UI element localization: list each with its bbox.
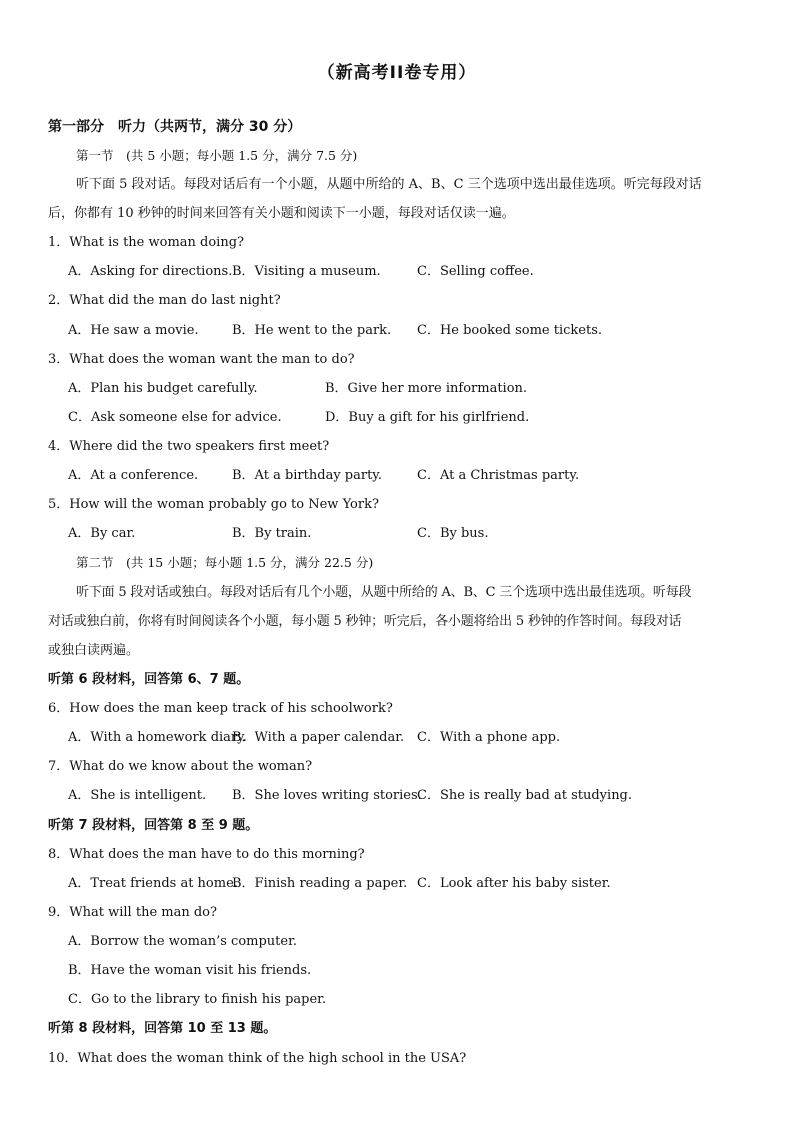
material-6-heading: 听第 6 段材料，回答第 6、7 题。 bbox=[48, 672, 250, 687]
question-8-option-c: C．Look after his baby sister. bbox=[417, 876, 611, 891]
question-6-option-a: A．With a homework diary. bbox=[68, 730, 247, 745]
question-3-option-c: C．Ask someone else for advice. bbox=[68, 410, 282, 425]
question-4-option-b: B．At a birthday party. bbox=[232, 468, 383, 483]
question-2-option-a: A．He saw a movie. bbox=[68, 323, 199, 338]
section-1-instruction-line-2: 后，你都有 10 秒钟的时间来回答有关小题和阅读下一小题，每段对话仅读一遍。 bbox=[48, 206, 515, 221]
question-6-option-c: C．With a phone app. bbox=[417, 730, 561, 745]
question-1-option-b: B．Visiting a museum. bbox=[232, 264, 381, 279]
question-1-stem: 1．What is the woman doing? bbox=[48, 235, 245, 250]
question-3-option-d: D．Buy a gift for his girlfriend. bbox=[325, 410, 530, 425]
question-8-stem: 8．What does the man have to do this morning? bbox=[48, 847, 365, 862]
question-9-stem: 9．What will the man do? bbox=[48, 905, 217, 920]
question-4-stem: 4．Where did the two speakers first meet? bbox=[48, 439, 330, 454]
question-2-stem: 2．What did the man do last night? bbox=[48, 293, 281, 308]
question-8-option-a: A．Treat friends at home. bbox=[68, 876, 238, 891]
question-3-option-a: A．Plan his budget carefully. bbox=[68, 381, 258, 396]
question-5-option-a: A．By car. bbox=[68, 526, 136, 541]
question-2-option-c: C．He booked some tickets. bbox=[417, 323, 603, 338]
question-2-option-b: B．He went to the park. bbox=[232, 323, 392, 338]
question-1-option-a: A．Asking for directions. bbox=[68, 264, 233, 279]
question-8-option-b: B．Finish reading a paper. bbox=[232, 876, 408, 891]
question-9-option-c: C．Go to the library to finish his paper. bbox=[68, 992, 327, 1007]
question-6-stem: 6．How does the man keep track of his schoolwork? bbox=[48, 701, 393, 716]
section-2-instruction-line-2: 对话或独白前，你将有时间阅读各个小题，每小题 5 秒钟；听完后，各小题将给出 5 秒钟的作答时间。每段对话 bbox=[48, 614, 682, 629]
question-7-option-b: B．She loves writing stories. bbox=[232, 788, 422, 803]
material-7-heading: 听第 7 段材料，回答第 8 至 9 题。 bbox=[48, 818, 259, 833]
question-3-stem: 3．What does the woman want the man to do? bbox=[48, 352, 355, 367]
page-title: （新高考II卷专用） bbox=[317, 63, 477, 83]
section-1-heading: 第一节 (共 5 小题；每小题 1.5 分，满分 7.5 分) bbox=[76, 148, 358, 163]
question-4-option-c: C．At a Christmas party. bbox=[417, 468, 580, 483]
question-7-option-c: C．She is really bad at studying. bbox=[417, 788, 633, 803]
question-10-stem: 10．What does the woman think of the high school in the USA? bbox=[48, 1051, 467, 1066]
question-6-option-b: B．With a paper calendar. bbox=[232, 730, 405, 745]
section-2-instruction-line-1: 听下面 5 段对话或独白。每段对话后有几个小题，从题中所给的 A、B、C 三个选项中选出最佳选项。听每段 bbox=[76, 585, 692, 600]
question-9-option-a: A．Borrow the woman’s computer. bbox=[68, 934, 298, 949]
question-9-option-b: B．Have the woman visit his friends. bbox=[68, 963, 312, 978]
section-1-instruction-line-1: 听下面 5 段对话。每段对话后有一个小题，从题中所给的 A、B、C 三个选项中选出最佳选项。听完每段对话 bbox=[76, 177, 702, 192]
question-4-option-a: A．At a conference. bbox=[68, 468, 199, 483]
material-8-heading: 听第 8 段材料，回答第 10 至 13 题。 bbox=[48, 1021, 277, 1036]
question-7-stem: 7．What do we know about the woman? bbox=[48, 759, 313, 774]
question-5-option-c: C．By bus. bbox=[417, 526, 489, 541]
question-5-option-b: B．By train. bbox=[232, 526, 312, 541]
section-2-instruction-line-3: 或独白读两遍。 bbox=[48, 643, 140, 658]
part-heading: 第一部分 听力（共两节，满分 30 分） bbox=[48, 119, 302, 135]
question-5-stem: 5．How will the woman probably go to New York? bbox=[48, 497, 379, 512]
question-7-option-a: A．She is intelligent. bbox=[68, 788, 207, 803]
question-1-option-c: C．Selling coffee. bbox=[417, 264, 534, 279]
section-2-heading: 第二节 (共 15 小题；每小题 1.5 分，满分 22.5 分) bbox=[76, 555, 374, 570]
question-3-option-b: B．Give her more information. bbox=[325, 381, 528, 396]
